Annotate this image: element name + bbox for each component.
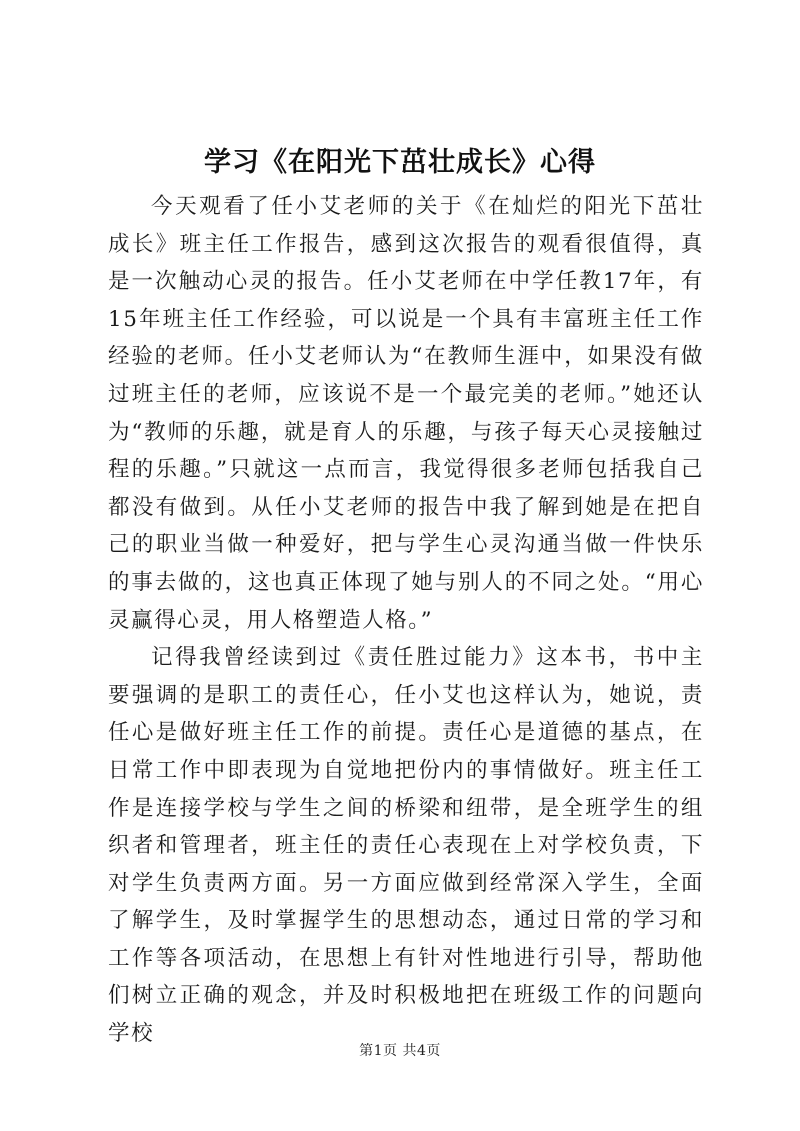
- page-footer: 第1页 共4页: [359, 1043, 441, 1059]
- paragraph-1: 今天观看了任小艾老师的关于《在灿烂的阳光下茁壮成长》班主任工作报告，感到这次报告的观看很值得，真是一次触动心灵的报告。任小艾老师在中学任教17年，有15年班主任工作经验，可以说是一个具有丰富班主任工作经验的老师。任小艾老师认为“在教师生涯中，如果没有做过班主任的老师，应该说不是一个最完美的老师。”她还认为“教师的乐趣，就是育人的乐趣，与孩子每天心灵接触过程的乐趣。”只就这一点而言，我觉得很多老师包括我自己都没有做到。从任小艾老师的报告中我了解到她是在把自己的职业当做一种爱好，把与学生心灵沟通当做一件快乐的事去做的，这也真正体现了她与别人的不同之处。“用心灵赢得心灵，用人格塑造人格。”: [108, 194, 704, 633]
- document-title: 学习《在阳光下茁壮成长》心得: [204, 147, 596, 178]
- paragraph-2: 记得我曾经读到过《责任胜过能力》这本书，书中主要强调的是职工的责任心，任小艾也这样认为，她说，责任心是做好班主任工作的前提。责任心是道德的基点，在日常工作中即表现为自觉地把份内的事情做好。班主任工作是连接学校与学生之间的桥梁和纽带，是全班学生的组织者和管理者，班主任的责任心表现在上对学校负责，下对学生负责两方面。另一方面应做到经常深入学生，全面了解学生，及时掌握学生的思想动态，通过日常的学习和工作等各项活动，在思想上有针对性地进行引导，帮助他们树立正确的观念，并及时积极地把在班级工作的问题向学校: [108, 645, 704, 1047]
- document-body: [108, 188, 704, 1053]
